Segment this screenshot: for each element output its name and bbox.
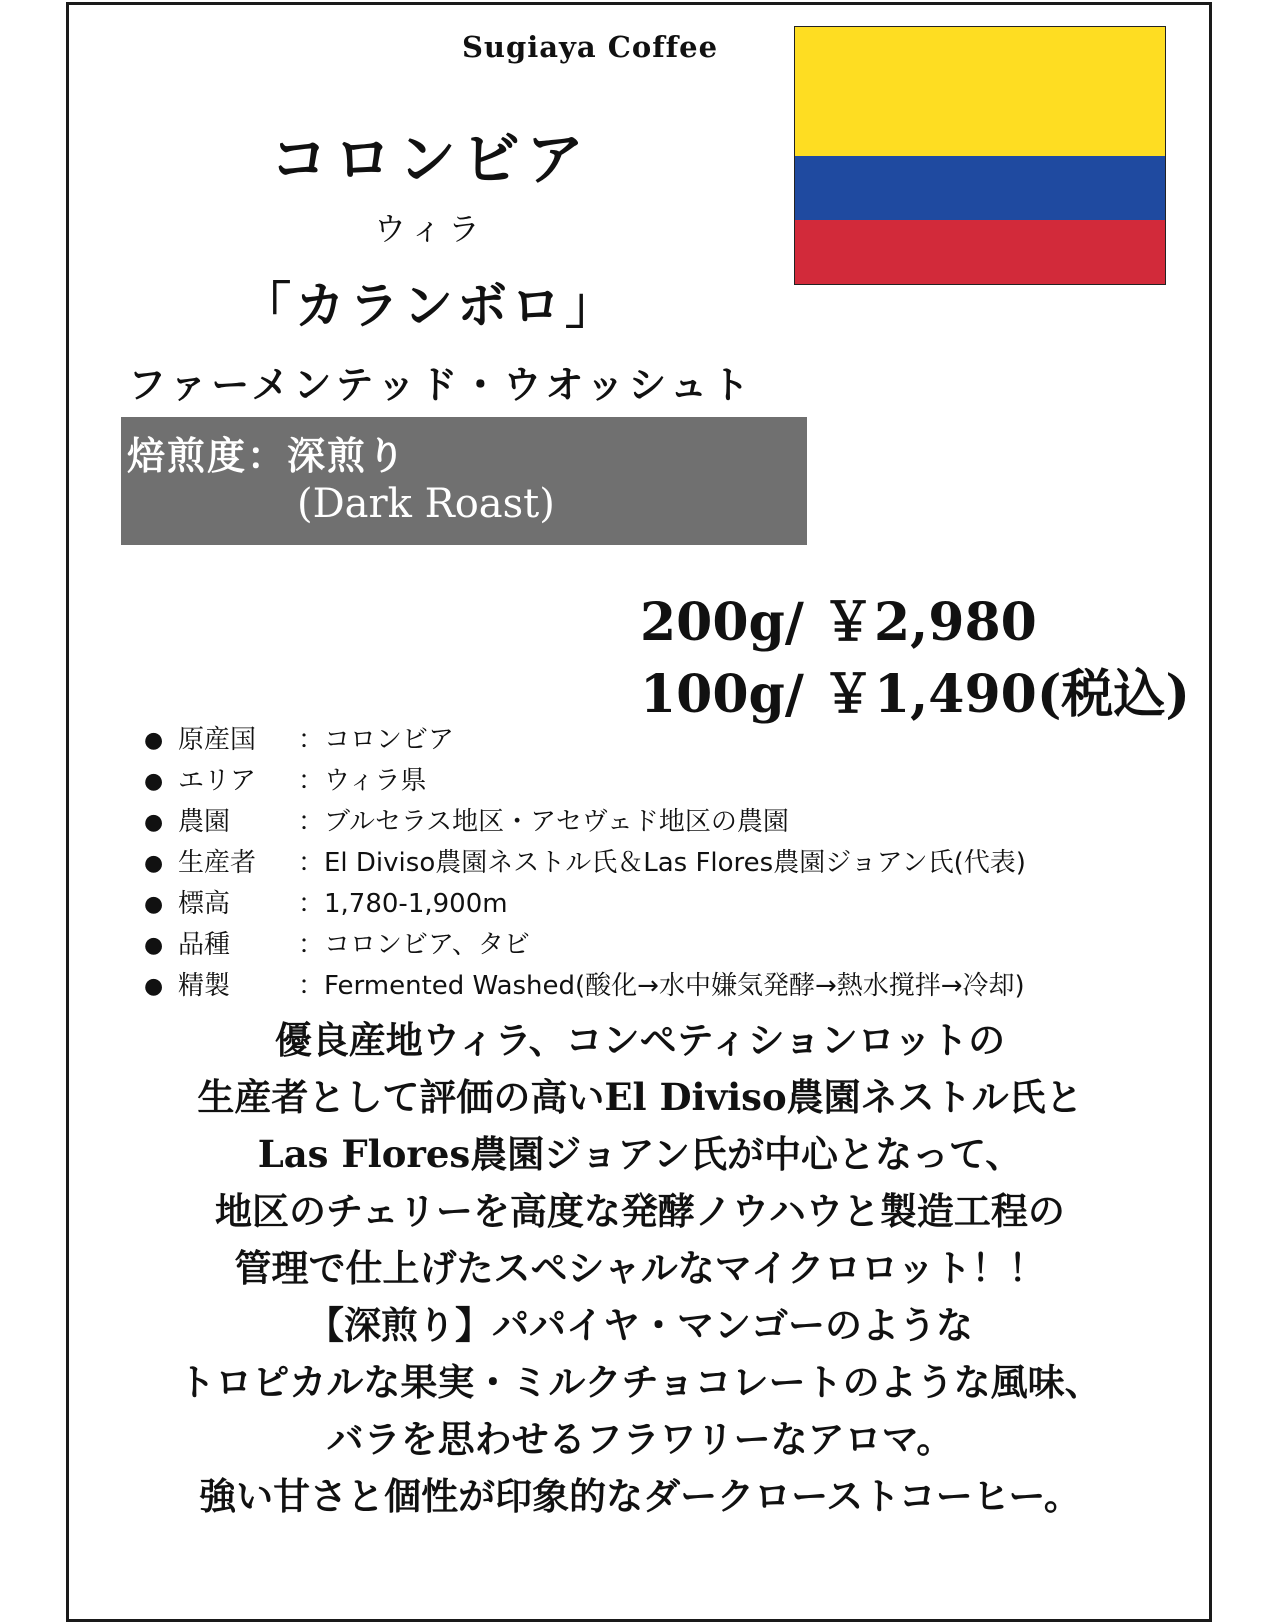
process-name: ファーメンテッド・ウオッシュト (128, 362, 754, 407)
bullet-icon: ● (144, 933, 164, 958)
spec-value: ：コロンビア、タビ (298, 930, 530, 960)
spec-value: ：コロンビア (298, 725, 455, 755)
spec-item-area (138, 761, 1026, 802)
description-line: Las Flores農園ジョアン氏が中心となって、 (257, 1132, 1023, 1176)
description-line: 生産者として評価の高いEl Diviso農園ネストル氏と (197, 1075, 1083, 1119)
lot-name: 「カランボロ」 (241, 276, 619, 335)
description-line: 管理で仕上げたスペシャルなマイクロロット！！ (234, 1246, 1046, 1290)
spec-value: ：1,780-1,900m (298, 889, 508, 919)
bullet-icon: ● (144, 769, 164, 794)
flag-stripe-red (795, 220, 1165, 284)
spec-item-altitude (138, 884, 1026, 925)
description-line: トロピカルな果実・ミルクチョコレートのような風味、 (178, 1360, 1102, 1404)
spec-list (138, 720, 1026, 1007)
country-title: コロンビア (269, 125, 590, 193)
price-100g: 100g/ ￥1,490(税込) (640, 664, 1191, 725)
bullet-icon: ● (144, 851, 164, 876)
description-line: 【深煎り】パパイヤ・マンゴーのような (307, 1303, 973, 1347)
spec-value: ：El Diviso農園ネストル氏＆Las Flores農園ジョアン氏(代表) (298, 848, 1026, 878)
spec-value: ：Fermented Washed(酸化→水中嫌気発酵→熱水撹拌→冷却) (298, 971, 1025, 1001)
spec-label: 原産国 (178, 725, 257, 755)
description-line: 地区のチェリーを高度な発酵ノウハウと製造工程の (215, 1189, 1065, 1233)
spec-label: エリア (178, 766, 257, 796)
spec-value: ：ブルセラス地区・アセヴェド地区の農園 (298, 807, 789, 837)
spec-label: 品種 (178, 930, 231, 960)
spec-label: 生産者 (178, 848, 257, 878)
spec-value: ：ウィラ県 (298, 766, 427, 796)
spec-item-processing (138, 966, 1026, 1007)
region-subtitle: ウィラ (373, 210, 487, 248)
spec-item-origin (138, 720, 1026, 761)
bullet-icon: ● (144, 974, 164, 999)
spec-label: 標高 (178, 889, 231, 919)
brand-name: Sugiaya Coffee (461, 30, 719, 64)
description-line: 強い甘さと個性が印象的なダークローストコーヒー。 (199, 1474, 1081, 1518)
roast-level-box (121, 417, 807, 545)
flag-stripe-blue (795, 156, 1165, 220)
colombia-flag-icon (794, 26, 1166, 285)
spec-item-farm (138, 802, 1026, 843)
flag-stripe-yellow (795, 27, 1165, 156)
description-line: バラを思わせるフラワリーなアロマ。 (326, 1417, 954, 1461)
spec-item-producer (138, 843, 1026, 884)
roast-level-jp: 焙煎度：深煎り (127, 433, 408, 478)
bullet-icon: ● (144, 810, 164, 835)
bullet-icon: ● (144, 892, 164, 917)
spec-label: 農園 (178, 807, 231, 837)
spec-item-variety (138, 925, 1026, 966)
description (90, 1012, 1190, 1525)
price-200g: 200g/ ￥2,980 (640, 592, 1037, 653)
description-line: 優良産地ウィラ、コンペティションロットの (274, 1018, 1006, 1062)
roast-level-en: (Dark Roast) (297, 481, 555, 527)
spec-label: 精製 (178, 971, 231, 1001)
bullet-icon: ● (144, 728, 164, 753)
